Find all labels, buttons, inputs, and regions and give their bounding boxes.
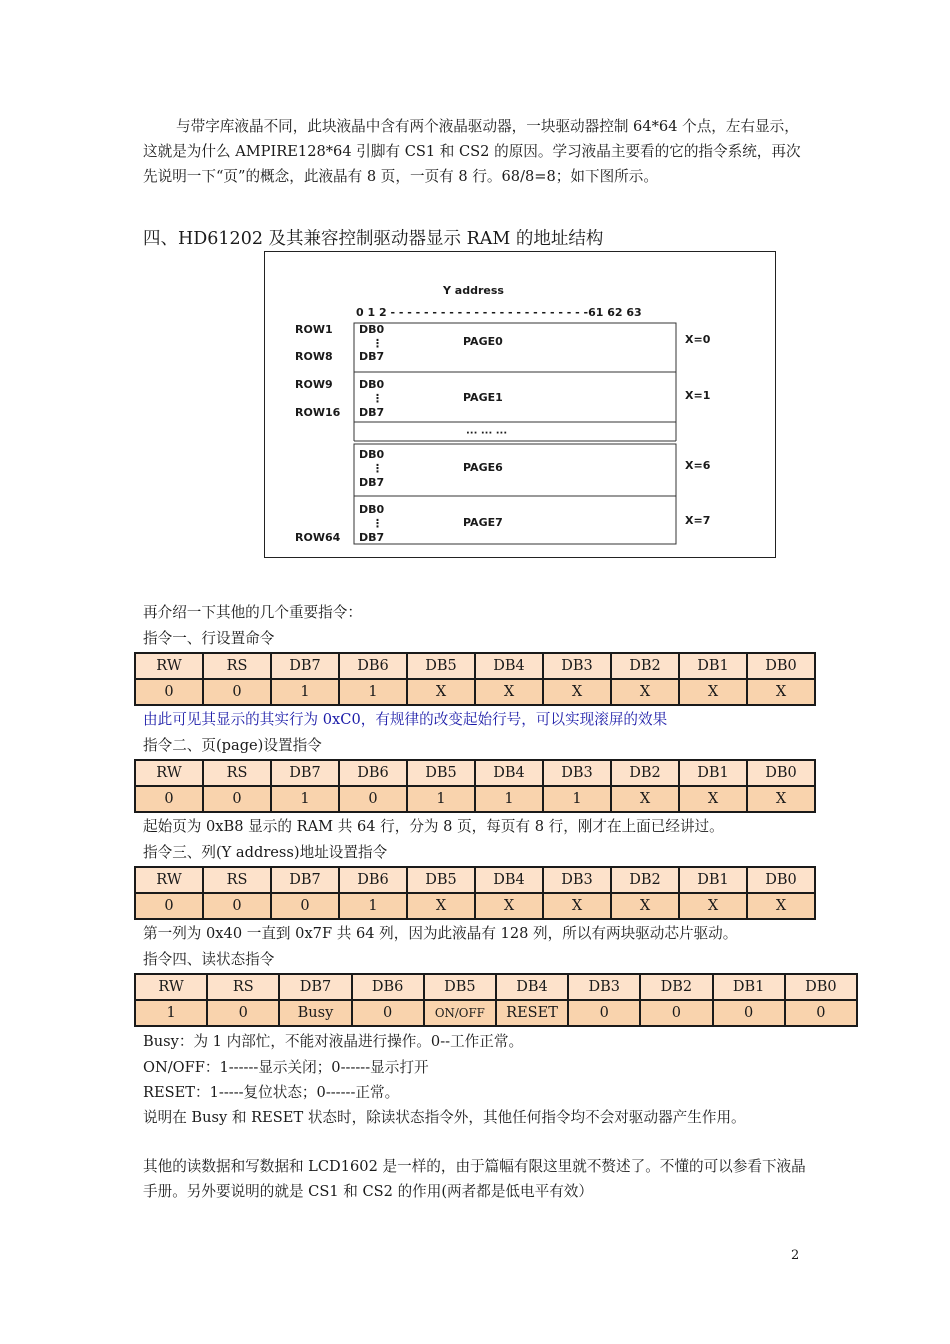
intro-paragraph: 与带字库液晶不同，此块液晶中含有两个液晶驱动器，一块驱动器控制 64*64 个点，左右显示，这就是为什么 AMPIRE128*64 引脚有 CS1 和 CS2 的原因。学习液晶主要看的它的指令系统，再次先说明一下“页”的概念，此液晶有 8 页，一页有 8 行。68/8=8；如下图所示。 xyxy=(143,118,801,185)
value-cell: 0 xyxy=(203,893,271,919)
value-cell: Busy xyxy=(279,1000,351,1026)
value-cell: X xyxy=(747,786,815,812)
header-cell: DB2 xyxy=(640,974,712,1000)
header-cell: DB7 xyxy=(271,653,339,679)
page-name: PAGE1 xyxy=(463,391,503,404)
y-address-label: Y address xyxy=(443,284,504,297)
value-cell: 0 xyxy=(640,1000,712,1026)
value-cell: X xyxy=(407,679,475,705)
table-row xyxy=(135,786,815,812)
value-cell: 1 xyxy=(135,1000,207,1026)
vdots: ⋮ xyxy=(372,462,383,475)
address-structure-diagram xyxy=(264,251,776,558)
header-cell: DB4 xyxy=(475,653,543,679)
header-cell: DB3 xyxy=(568,974,640,1000)
header-cell: DB2 xyxy=(611,867,679,893)
value-cell: 0 xyxy=(135,893,203,919)
value-cell: 0 xyxy=(339,786,407,812)
cmd4-title: 指令四、读状态指令 xyxy=(143,951,275,968)
value-cell: X xyxy=(679,786,747,812)
header-cell: DB5 xyxy=(424,974,496,1000)
cmd3-title: 指令三、列(Y address)地址设置指令 xyxy=(143,844,388,861)
row-label-row8: ROW8 xyxy=(295,350,333,363)
value-cell: 1 xyxy=(339,893,407,919)
db0-label: DB0 xyxy=(359,448,385,461)
db0-label: DB0 xyxy=(359,378,385,391)
db0-label: DB0 xyxy=(359,503,385,516)
value-cell: 1 xyxy=(543,786,611,812)
header-cell: DB2 xyxy=(611,653,679,679)
row-label-row9: ROW9 xyxy=(295,378,333,391)
page7-box xyxy=(354,496,676,544)
header-cell: DB0 xyxy=(785,974,857,1000)
header-cell: RW xyxy=(135,974,207,1000)
value-cell: 1 xyxy=(271,786,339,812)
value-cell: 0 xyxy=(207,1000,279,1026)
value-cell: X xyxy=(611,893,679,919)
closing-paragraph: 其他的读数据和写数据和 LCD1602 是一样的，由于篇幅有限这里就不赘述了。不懂的可以参看下液晶手册。另外要说明的就是 CS1 和 CS2 的作用(两者都是低电平有效） xyxy=(143,1158,806,1200)
header-cell: RW xyxy=(135,653,203,679)
value-cell: 1 xyxy=(407,786,475,812)
column-scale: 0 1 2 - - - - - - - - - - - - - - - - - - - - - - - -61 62 63 xyxy=(356,306,642,319)
value-cell: 0 xyxy=(203,786,271,812)
table-header-row xyxy=(135,974,857,1000)
table-row xyxy=(135,679,815,705)
table-row xyxy=(135,893,815,919)
table-header-row xyxy=(135,867,815,893)
row-label-row16: ROW16 xyxy=(295,406,341,419)
db7-label: DB7 xyxy=(359,406,385,419)
page-name: PAGE0 xyxy=(463,335,503,348)
value-cell: X xyxy=(407,893,475,919)
value-cell: RESET xyxy=(496,1000,568,1026)
header-cell: DB6 xyxy=(339,867,407,893)
page1-box xyxy=(354,372,676,422)
header-cell: RW xyxy=(135,867,203,893)
header-cell: DB4 xyxy=(475,760,543,786)
cmd2-note: 起始页为 0xB8 显示的 RAM 共 64 行，分为 8 页，每页有 8 行，刚才在上面已经讲过。 xyxy=(143,818,724,835)
value-cell: 0 xyxy=(135,786,203,812)
page-x-value: X=0 xyxy=(685,333,711,346)
db7-label: DB7 xyxy=(359,350,385,363)
cmd2-table xyxy=(134,759,816,813)
db7-label: DB7 xyxy=(359,476,385,489)
header-cell: DB4 xyxy=(496,974,568,1000)
cmd1-note: 由此可见其显示的其实行为 0xC0，有规律的改变起始行号，可以实现滚屏的效果 xyxy=(143,711,668,728)
header-cell: RS xyxy=(203,867,271,893)
value-cell: 0 xyxy=(352,1000,424,1026)
page-x-value: X=7 xyxy=(685,514,711,527)
value-cell: 0 xyxy=(713,1000,785,1026)
intro-more: 再介绍一下其他的几个重要指令： xyxy=(143,604,362,621)
cmd3-note: 第一列为 0x40 一直到 0x7F 共 64 列，因为此液晶有 128 列，所以有两块驱动芯片驱动。 xyxy=(143,925,738,942)
row-label-row64: ROW64 xyxy=(295,531,341,544)
value-cell: X xyxy=(611,679,679,705)
explain-note: 说明在 Busy 和 RESET 状态时，除读状态指令外，其他任何指令均不会对驱动器产生作用。 xyxy=(143,1109,746,1126)
reset-note: RESET：1-----复位状态；0------正常。 xyxy=(143,1084,400,1101)
header-cell: DB5 xyxy=(407,867,475,893)
value-cell: X xyxy=(543,893,611,919)
page-x-value: X=1 xyxy=(685,389,711,402)
vdots: ⋮ xyxy=(372,392,383,405)
page-x-value: X=6 xyxy=(685,459,711,472)
value-cell: 1 xyxy=(339,679,407,705)
ellipsis-row: ··· ··· ··· xyxy=(466,428,508,439)
header-cell: DB6 xyxy=(339,760,407,786)
header-cell: DB0 xyxy=(747,653,815,679)
row-label-row1: ROW1 xyxy=(295,323,333,336)
db7-label: DB7 xyxy=(359,531,385,544)
value-cell: X xyxy=(747,893,815,919)
header-cell: DB2 xyxy=(611,760,679,786)
header-cell: DB1 xyxy=(679,760,747,786)
value-cell: X xyxy=(679,679,747,705)
header-cell: RW xyxy=(135,760,203,786)
value-cell: X xyxy=(747,679,815,705)
value-cell: X xyxy=(475,679,543,705)
header-cell: RS xyxy=(203,653,271,679)
header-cell: RS xyxy=(203,760,271,786)
header-cell: DB7 xyxy=(271,867,339,893)
page6-box xyxy=(354,444,676,496)
page0-box xyxy=(354,323,676,372)
value-cell: X xyxy=(679,893,747,919)
cmd1-title: 指令一、行设置命令 xyxy=(143,630,275,647)
db0-label: DB0 xyxy=(359,323,385,336)
value-cell: 0 xyxy=(271,893,339,919)
value-cell: 1 xyxy=(271,679,339,705)
header-cell: DB5 xyxy=(407,653,475,679)
value-cell: X xyxy=(611,786,679,812)
cmd2-title: 指令二、页(page)设置指令 xyxy=(143,737,322,754)
cmd3-table xyxy=(134,866,816,920)
vdots: ⋮ xyxy=(372,337,383,350)
header-cell: DB3 xyxy=(543,760,611,786)
busy-note: Busy：为 1 内部忙，不能对液晶进行操作。0--工作正常。 xyxy=(143,1033,524,1050)
value-cell: 0 xyxy=(203,679,271,705)
header-cell: DB1 xyxy=(713,974,785,1000)
header-cell: DB4 xyxy=(475,867,543,893)
header-cell: DB0 xyxy=(747,867,815,893)
value-cell: 0 xyxy=(785,1000,857,1026)
header-cell: DB3 xyxy=(543,653,611,679)
header-cell: DB6 xyxy=(339,653,407,679)
cmd1-table xyxy=(134,652,816,706)
header-cell: DB1 xyxy=(679,867,747,893)
table-header-row xyxy=(135,653,815,679)
header-cell: DB6 xyxy=(352,974,424,1000)
value-cell: X xyxy=(475,893,543,919)
header-cell: DB0 xyxy=(747,760,815,786)
value-cell: 0 xyxy=(568,1000,640,1026)
header-cell: DB3 xyxy=(543,867,611,893)
header-cell: DB7 xyxy=(271,760,339,786)
section-heading: 四、HD61202 及其兼容控制驱动器显示 RAM 的地址结构 xyxy=(143,229,604,249)
value-cell: X xyxy=(543,679,611,705)
header-cell: DB1 xyxy=(679,653,747,679)
value-cell: 0 xyxy=(135,679,203,705)
header-cell: RS xyxy=(207,974,279,1000)
vdots: ⋮ xyxy=(372,517,383,530)
header-cell: DB5 xyxy=(407,760,475,786)
table-row xyxy=(135,1000,857,1026)
header-cell: DB7 xyxy=(279,974,351,1000)
page-name: PAGE7 xyxy=(463,516,503,529)
page-name: PAGE6 xyxy=(463,461,503,474)
page-number: 2 xyxy=(791,1248,800,1263)
value-cell: 1 xyxy=(475,786,543,812)
table-header-row xyxy=(135,760,815,786)
value-cell: ON/OFF xyxy=(424,1000,496,1026)
cmd4-table xyxy=(134,973,858,1027)
onoff-note: ON/OFF：1------显示关闭；0------显示打开 xyxy=(143,1059,429,1076)
